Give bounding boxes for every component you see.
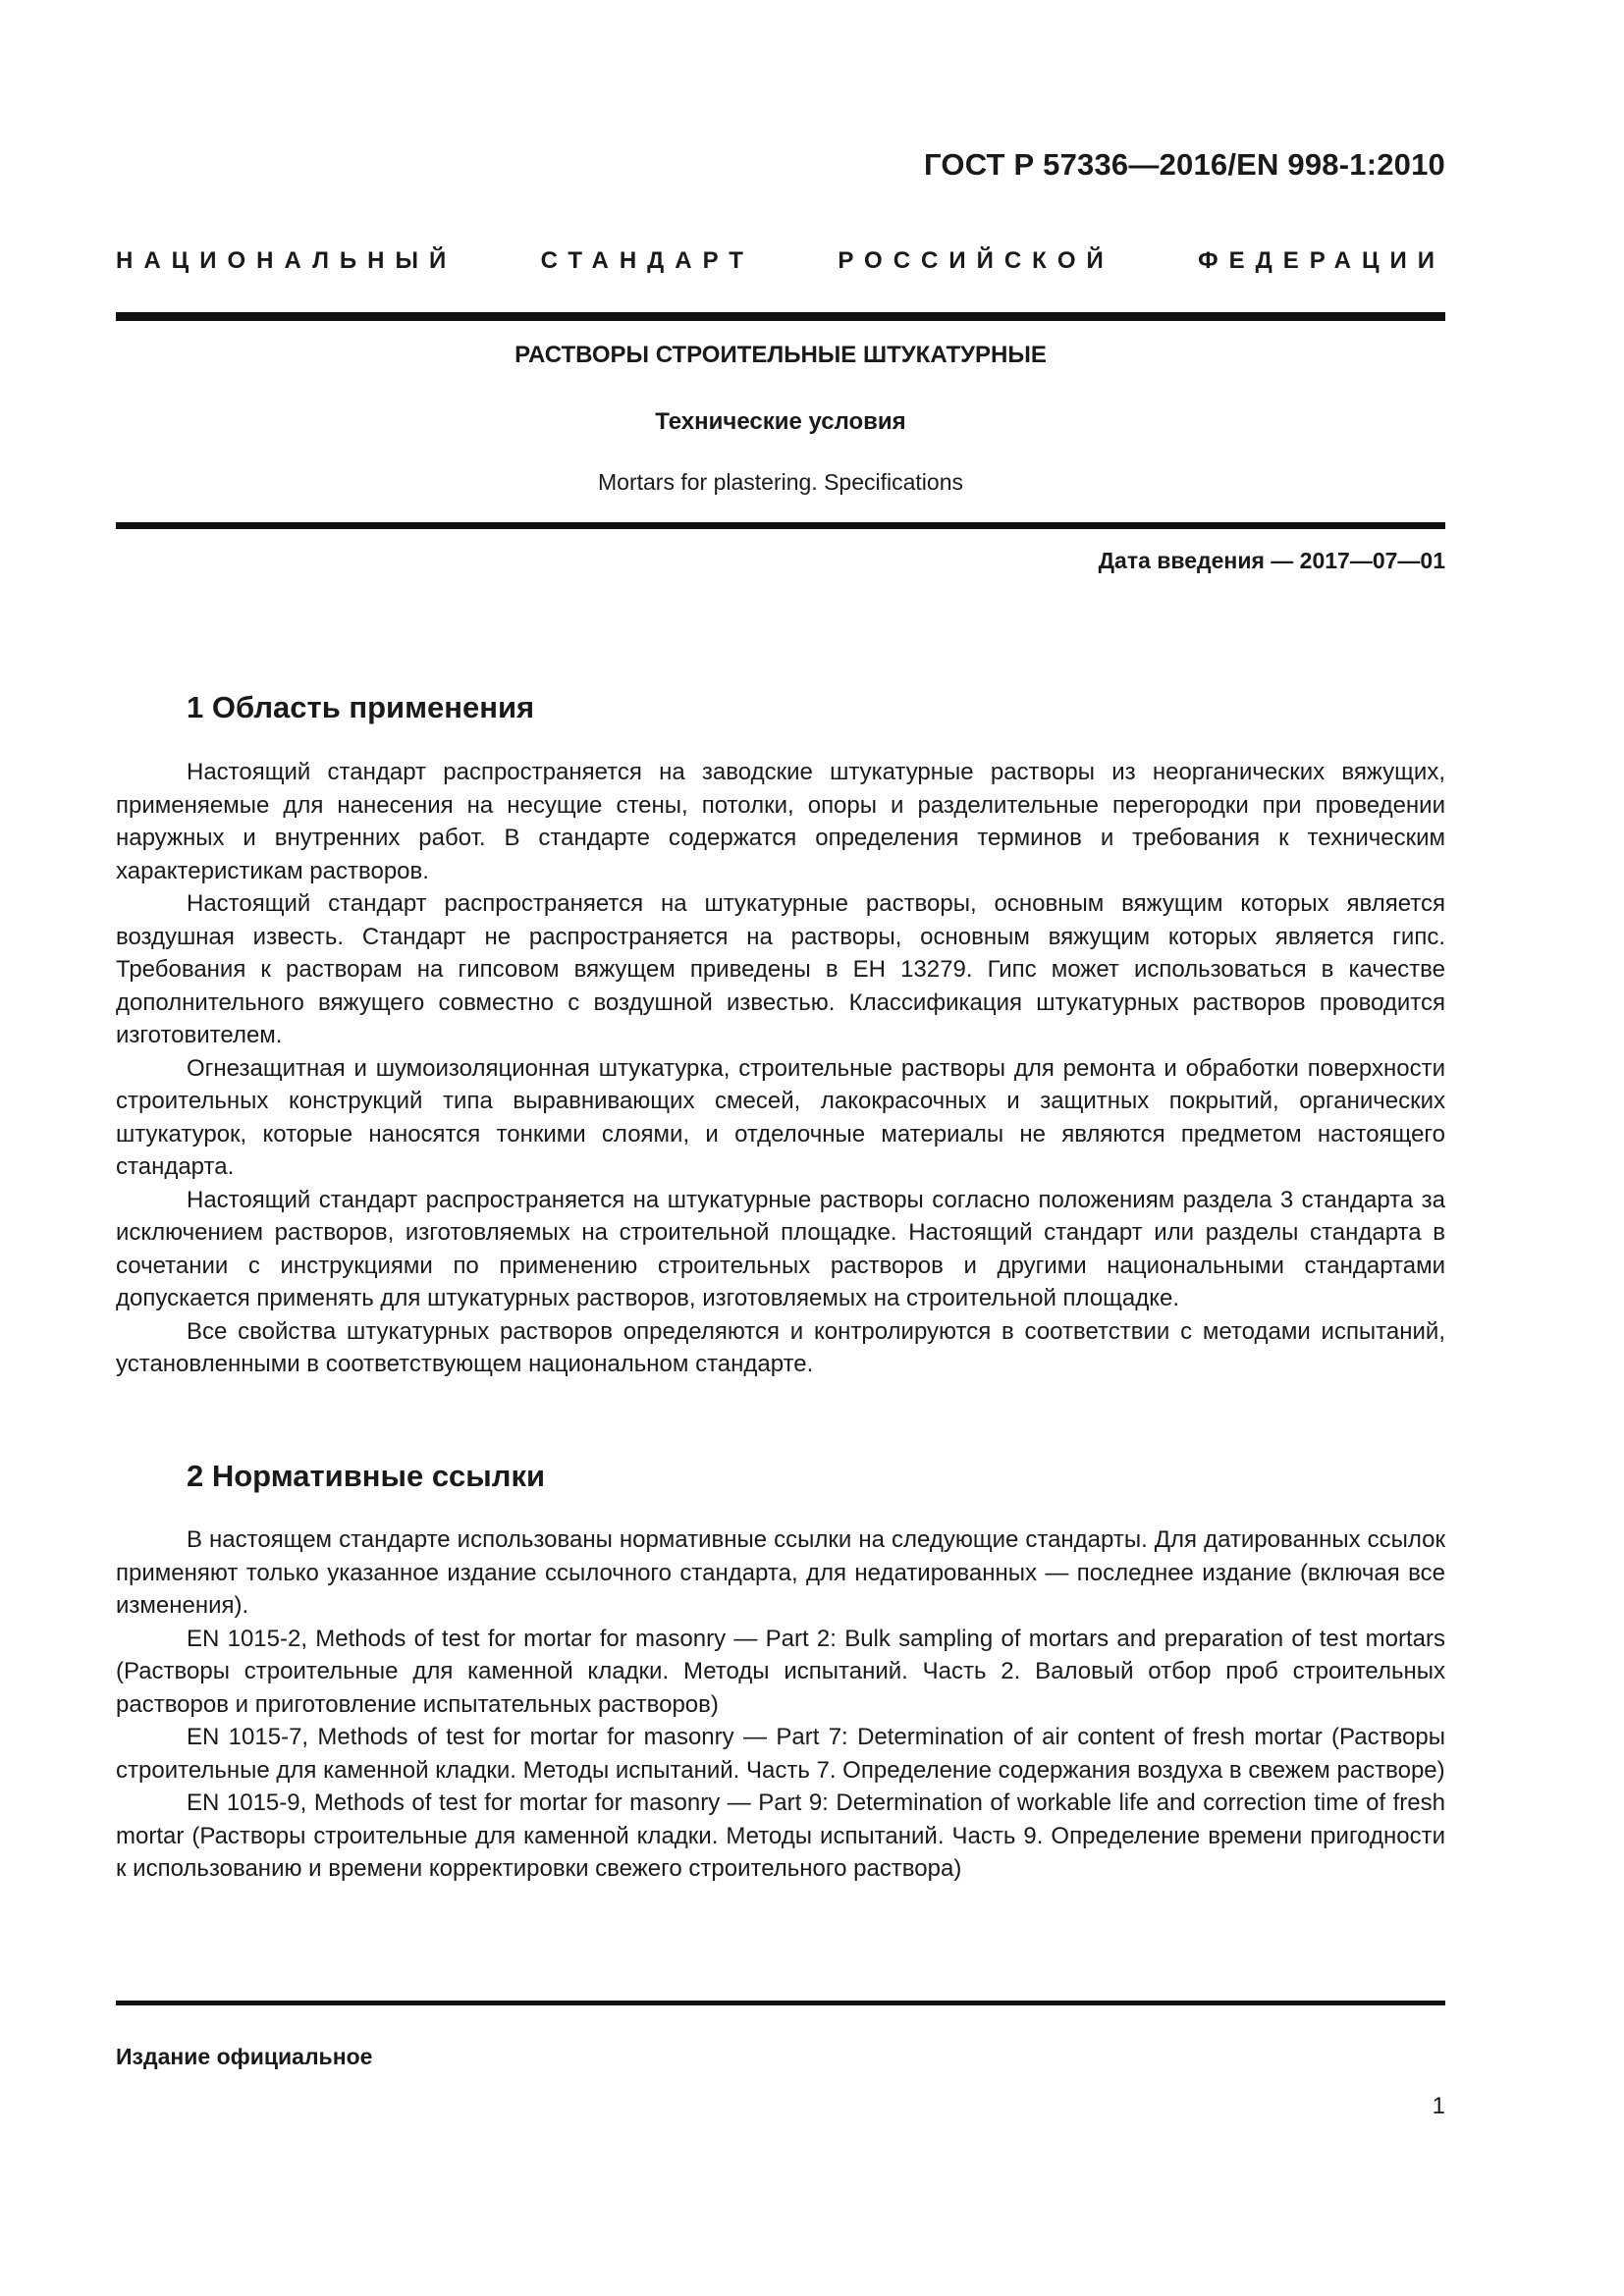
paragraph: В настоящем стандарте использованы нормативные ссылки на следующие стандарты. Для датированных ссылок применяют только указанное издание ссылочного стандарта, для недатированных — последнее издание (включая все изменения).: [116, 1526, 1445, 1619]
introduction-date: Дата введения — 2017—07—01: [1098, 548, 1445, 573]
reference-entry: EN 1015-9, Methods of test for mortar for masonry — Part 9: Determination of workable life and correction time of fresh mortar (Растворы строительные для каменной кладки. Методы испытаний. Часть 9. Определение времени пригодности к использованию и времени корректировки свежего строительного раствора): [116, 1789, 1445, 1882]
paragraph: Настоящий стандарт распространяется на штукатурные растворы, основным вяжущим которых является воздушная известь. Стандарт не распространяется на растворы, основным вяжущим которых является гипс. Требования к растворам на гипсовом вяжущем приведены в ЕН 13279. Гипс может использоваться в качестве дополнительного вяжущего совместно с воздушной известью. Классификация штукатурных растворов проводится изготовителем.: [116, 890, 1445, 1048]
section-2-body: [116, 1523, 1445, 1886]
document-title: РАСТВОРЫ СТРОИТЕЛЬНЫЕ ШТУКАТУРНЫЕ: [514, 342, 1047, 368]
national-standard-banner: НАЦИОНАЛЬНЫЙ СТАНДАРТ РОССИЙСКОЙ ФЕДЕРАЦИИ: [116, 247, 1445, 274]
reference-entry: EN 1015-7, Methods of test for mortar for masonry — Part 7: Determination of air content of fresh mortar (Растворы строительные для каменной кладки. Методы испытаний. Часть 7. Определение содержания воздуха в свежем растворе): [116, 1724, 1445, 1784]
document-subtitle: Технические условия: [655, 408, 906, 435]
section-1-heading: 1 Область применения: [187, 690, 535, 724]
reference-entry: EN 1015-2, Methods of test for mortar for masonry — Part 2: Bulk sampling of mortars and preparation of test mortars (Растворы строительные для каменной кладки. Методы испытаний. Часть 2. Валовый отбор проб строительных растворов и приготовление испытательных растворов): [116, 1625, 1445, 1718]
english-title: Mortars for plastering. Specifications: [598, 469, 963, 495]
official-edition-label: Издание официальное: [116, 2044, 373, 2069]
title-bottom-rule: [116, 522, 1445, 529]
paragraph: Настоящий стандарт распространяется на заводские штукатурные растворы из неорганических вяжущих, применяемые для нанесения на несущие стены, потолки, опоры и разделительные перегородки при проведении наружных и внутренних работ. В стандарте содержатся определения терминов и требования к техническим характеристикам растворов.: [116, 759, 1445, 884]
paragraph: Настоящий стандарт распространяется на штукатурные растворы согласно положениям раздела 3 стандарта за исключением растворов, изготовляемых на строительной площадке. Настоящий стандарт или разделы стандарта в сочетании с инструкциями по применению строительных растворов и другими национальными стандартами допускается применять для штукатурных растворов, изготовляемых на строительной площадке.: [116, 1186, 1445, 1311]
top-rule: [116, 312, 1445, 321]
section-2-heading: 2 Нормативные ссылки: [187, 1459, 546, 1493]
paragraph: Огнезащитная и шумоизоляционная штукатурка, строительные растворы для ремонта и обработки поверхности строительных конструкций типа выравнивающих смесей, лакокрасочных и защитных покрытий, органических штукатурок, которые наносятся тонкими слоями, и отделочные материалы не являются предметом настоящего стандарта.: [116, 1054, 1445, 1180]
footer-rule: [116, 2001, 1445, 2005]
page-number: 1: [1432, 2093, 1445, 2119]
paragraph: Все свойства штукатурных растворов определяются и контролируются в соответствии с методами испытаний, установленными в соответствующем национальном стандарте.: [116, 1317, 1445, 1377]
standard-designation: ГОСТ Р 57336—2016/EN 998-1:2010: [924, 147, 1445, 182]
section-1-body: [116, 756, 1445, 1381]
